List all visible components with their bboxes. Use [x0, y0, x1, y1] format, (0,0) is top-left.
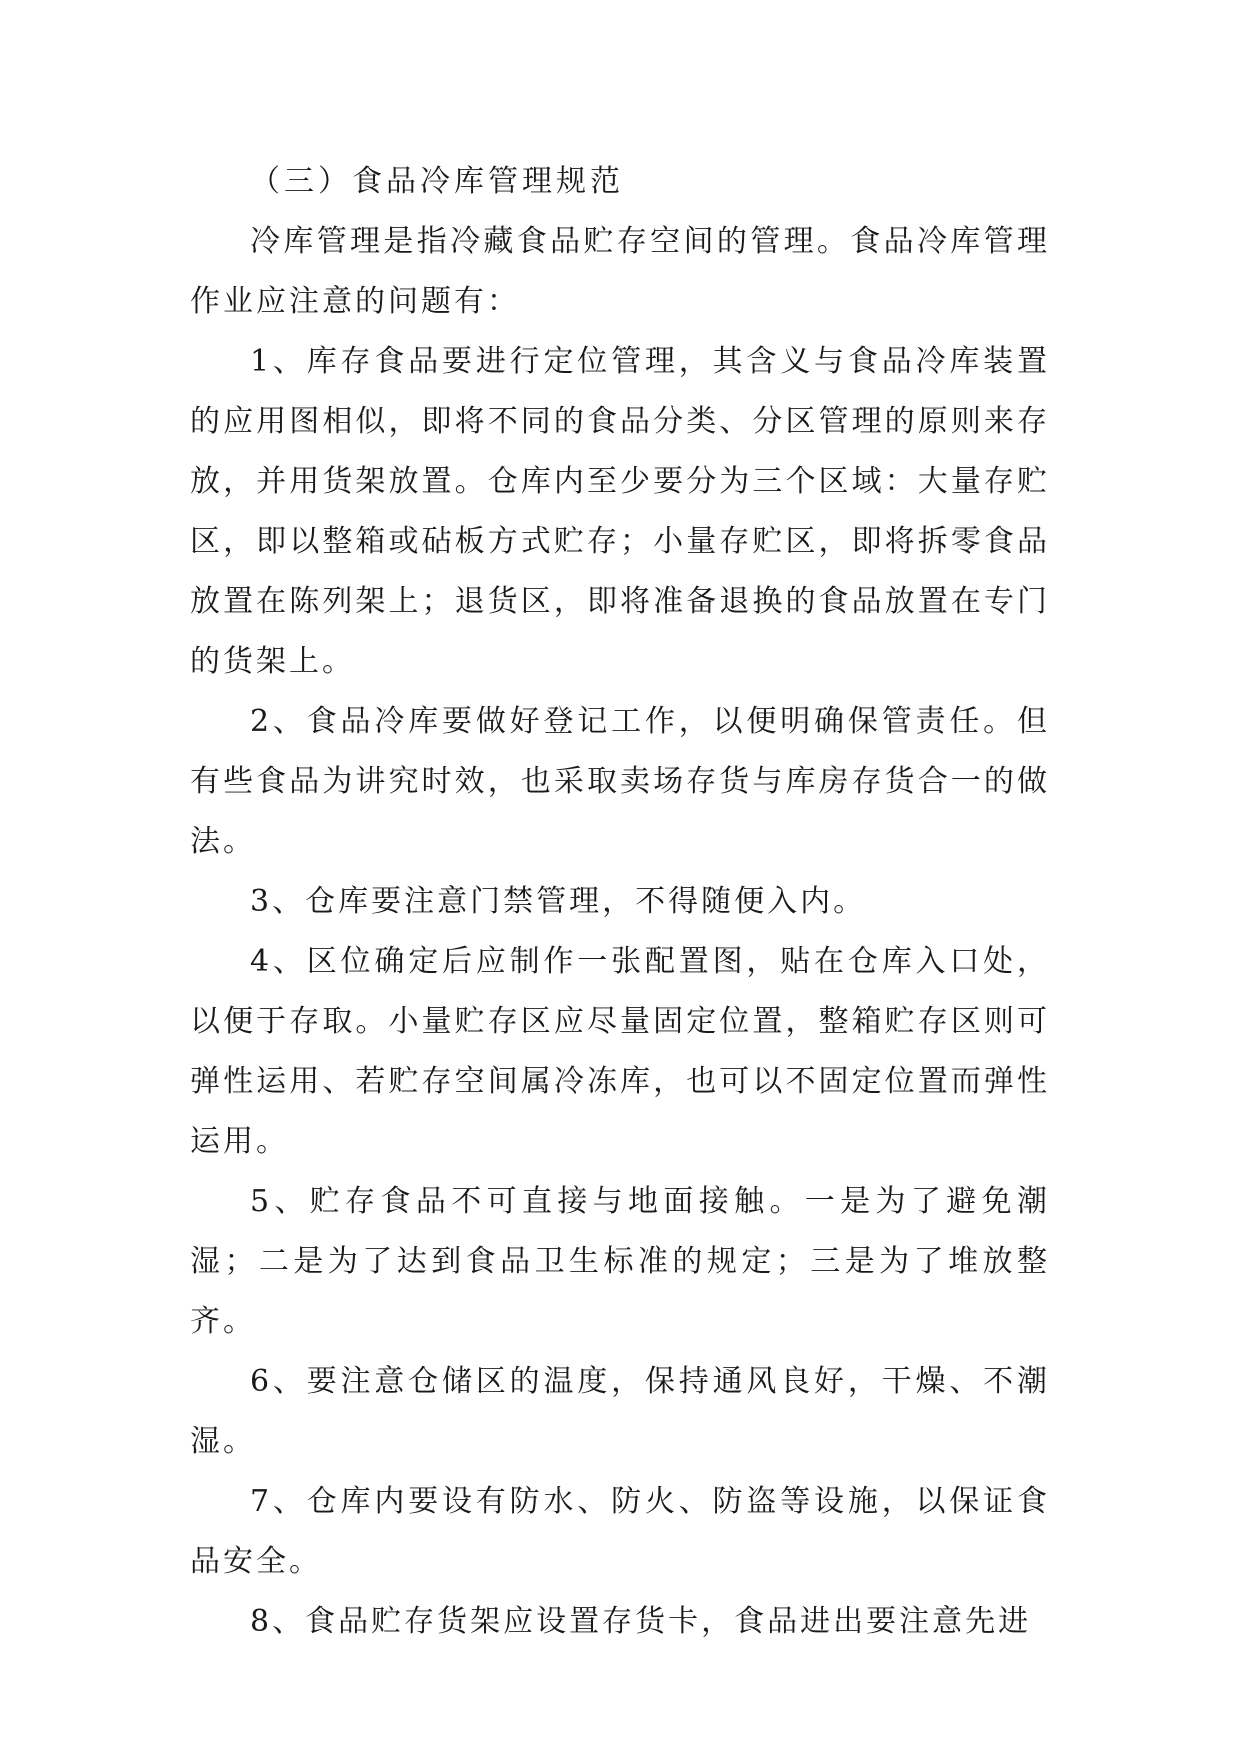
- item-5-paragraph: 5、贮存食品不可直接与地面接触。一是为了避免潮湿；二是为了达到食品卫生标准的规定；三是为了堆放整齐。: [190, 1184, 1050, 1339]
- item-7-paragraph: 7、仓库内要设有防水、防火、防盗等设施，以保证食品安全。: [190, 1484, 1050, 1579]
- item-8-paragraph: 8、食品贮存货架应设置存货卡，食品进出要注意先进: [250, 1604, 1032, 1639]
- item-1-paragraph: 1、库存食品要进行定位管理，其含义与食品冷库装置的应用图相似，即将不同的食品分类、分区管理的原则来存放，并用货架放置。仓库内至少要分为三个区域：大量存贮区，即以整箱或砧板方式贮存；小量存贮区，即将拆零食品放置在陈列架上；退货区，即将准备退换的食品放置在专门的货架上。: [190, 344, 1050, 679]
- item-6-paragraph: 6、要注意仓储区的温度，保持通风良好，干燥、不潮湿。: [190, 1364, 1050, 1459]
- section-heading: （三）食品冷库管理规范: [250, 164, 624, 199]
- item-4-paragraph: 4、区位确定后应制作一张配置图，贴在仓库入口处，以便于存取。小量贮存区应尽量固定位置，整箱贮存区则可弹性运用、若贮存空间属冷冻库，也可以不固定位置而弹性运用。: [190, 944, 1050, 1159]
- intro-paragraph: 冷库管理是指冷藏食品贮存空间的管理。食品冷库管理作业应注意的问题有：: [190, 224, 1050, 319]
- item-3-paragraph: 3、仓库要注意门禁管理，不得随便入内。: [250, 884, 867, 919]
- item-2-paragraph: 2、食品冷库要做好登记工作，以便明确保管责任。但有些食品为讲究时效，也采取卖场存货与库房存货合一的做法。: [190, 704, 1050, 859]
- document-body: [190, 152, 1050, 1652]
